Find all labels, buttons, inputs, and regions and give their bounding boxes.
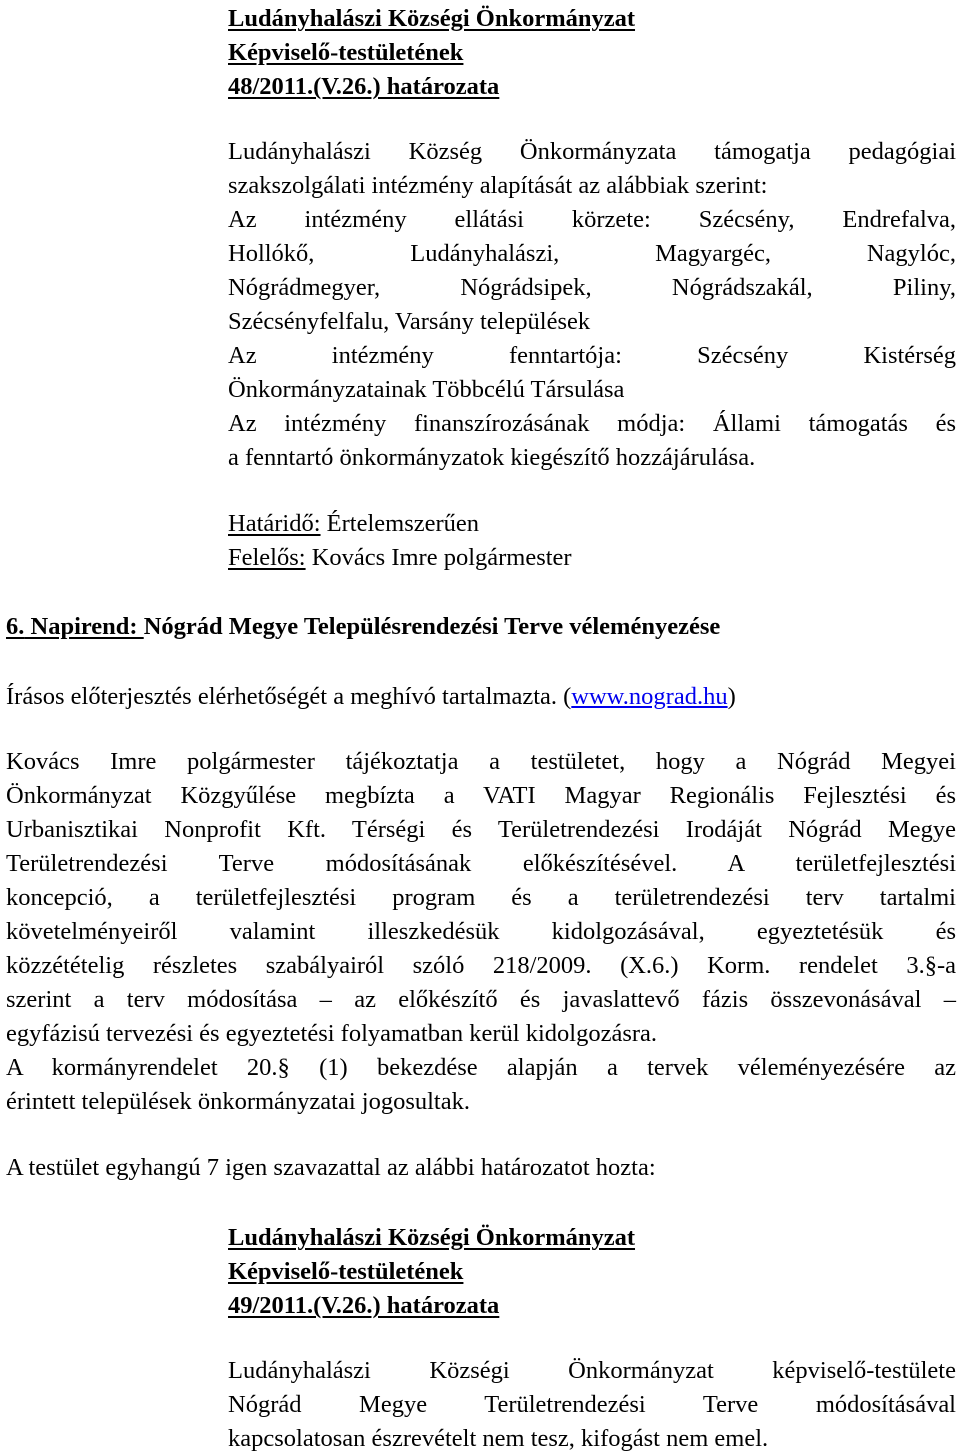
deadline-label: Határidő: — [228, 510, 321, 537]
heading-line: Képviselő-testületének — [228, 1258, 464, 1285]
resolution-48-heading — [228, 2, 956, 104]
vote-text — [6, 1151, 956, 1185]
note-text: Írásos előterjesztés elérhetőségét a meghívó tartalmazta. ( — [6, 683, 572, 710]
vote-line: A testület egyhangú 7 igen szavazattal az alábbi határozatot hozta: — [6, 1154, 656, 1181]
body-line: Ludányhalászi Község Önkormányzata támogatja pedagógiai — [228, 138, 956, 165]
body-line: Nógrádmegyer, Nógrádsipek, Nógrádszakál, Piliny, — [228, 274, 956, 301]
body-line: Szécsényfelfalu, Varsány települések — [228, 308, 591, 335]
paragraph-line: követelményeiről valamint illeszkedésük kidolgozásával, egyeztetésük és — [6, 918, 956, 945]
resolution-49-body — [228, 1354, 956, 1456]
nograd-link[interactable]: www.nograd.hu — [571, 683, 728, 710]
heading-line: 49/2011.(V.26.) határozata — [228, 1292, 500, 1319]
paragraph-line: Önkormányzat Közgyűlése megbízta a VATI Magyar Regionális Fejlesztési és — [6, 782, 956, 809]
agenda-item-heading — [6, 610, 956, 644]
paragraph-line: Területrendezési Terve módosításának előkészítésével. A területfejlesztési — [6, 850, 956, 877]
agenda-label: Napirend: — [24, 613, 144, 640]
resolution-49-heading — [228, 1221, 956, 1323]
written-proposal-note — [6, 680, 956, 714]
agenda-title: Nógrád Megye Településrendezési Terve véleményezése — [143, 613, 721, 640]
second-paragraph — [6, 1051, 956, 1119]
body-line: kapcsolatosan észrevételt nem tesz, kifogást nem emel. — [228, 1425, 769, 1452]
heading-line: 48/2011.(V.26.) határozata — [228, 73, 500, 100]
body-line: szakszolgálati intézmény alapítását az alábbiak szerint: — [228, 172, 768, 199]
paragraph-line: egyfázisú tervezési és egyeztetési folyamatban kerül kidolgozásra. — [6, 1020, 658, 1047]
deadline-line — [228, 507, 956, 541]
resolution-48-body — [228, 135, 956, 475]
deadline-value: Értelemszerűen — [320, 510, 480, 537]
body-line: Ludányhalászi Községi Önkormányzat képviselő-testülete — [228, 1357, 956, 1384]
paragraph-line: közzétételig részletes szabályairól szóló 218/2009. (X.6.) Korm. rendelet 3.§-a — [6, 952, 956, 979]
heading-line: Ludányhalászi Községi Önkormányzat — [228, 1224, 636, 1251]
paragraph-line: A kormányrendelet 20.§ (1) bekezdése alapján a tervek véleményezésére az — [6, 1054, 956, 1081]
main-paragraph — [6, 745, 956, 1051]
agenda-number: 6. — [6, 613, 25, 640]
body-line: Nógrád Megye Területrendezési Terve módosításával — [228, 1391, 956, 1418]
paragraph-line: szerint a terv módosítása – az előkészítő és javaslattevő fázis összevonásával – — [6, 986, 956, 1013]
note-close: ) — [727, 683, 736, 710]
heading-line: Ludányhalászi Községi Önkormányzat — [228, 5, 636, 32]
paragraph-line: koncepció, a területfejlesztési program és a területrendezési terv tartalmi — [6, 884, 956, 911]
body-line: Hollókő, Ludányhalászi, Magyargéc, Nagylóc, — [228, 240, 956, 267]
heading-line: Képviselő-testületének — [228, 39, 464, 66]
body-line: a fenntartó önkormányzatok kiegészítő hozzájárulása. — [228, 444, 756, 471]
responsible-line — [228, 541, 956, 575]
body-line: Az intézmény fenntartója: Szécsény Kistérség — [228, 342, 956, 369]
body-line: Önkormányzatainak Többcélú Társulása — [228, 376, 625, 403]
body-line: Az intézmény finanszírozásának módja: Állami támogatás és — [228, 410, 956, 437]
body-line: Az intézmény ellátási körzete: Szécsény, Endrefalva, — [228, 206, 956, 233]
paragraph-line: érintett települések önkormányzatai jogosultak. — [6, 1088, 470, 1115]
responsible-label: Felelős: — [228, 544, 306, 571]
paragraph-line: Urbanisztikai Nonprofit Kft. Térségi és Területrendezési Irodáját Nógrád Megye — [6, 816, 956, 843]
paragraph-line: Kovács Imre polgármester tájékoztatja a testületet, hogy a Nógrád Megyei — [6, 748, 956, 775]
responsible-value: Kovács Imre polgármester — [305, 544, 572, 571]
